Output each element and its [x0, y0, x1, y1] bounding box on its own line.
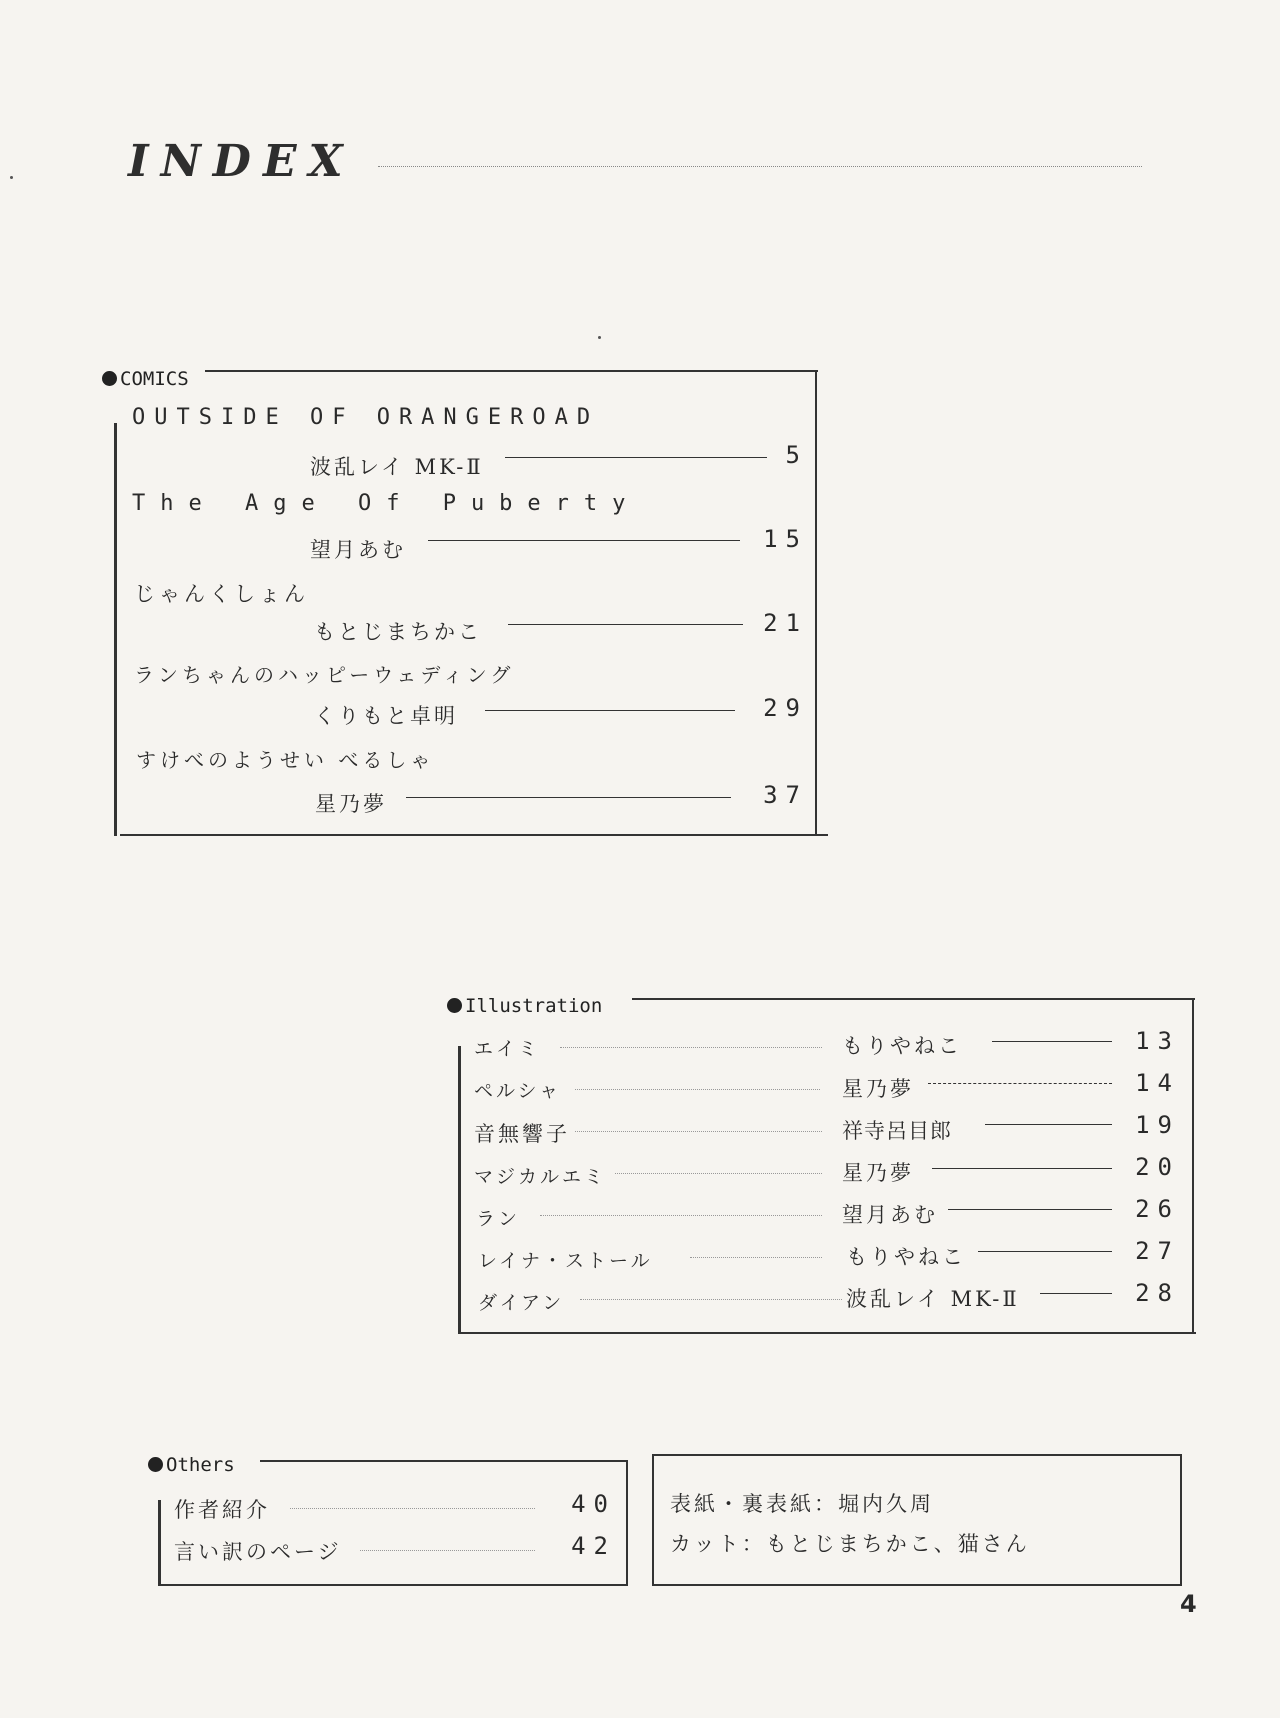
illustration-page: 19 — [1135, 1111, 1180, 1139]
others-page: 42 — [571, 1532, 616, 1560]
comics-frame-right — [815, 370, 817, 836]
comic-author: くりもと卓明 — [314, 704, 458, 728]
comic-author: もとじまちかこ — [314, 620, 482, 644]
dotted-leader — [690, 1257, 822, 1258]
illustration-page: 20 — [1135, 1153, 1180, 1181]
scan-speck — [598, 336, 601, 339]
illustration-frame-top — [632, 998, 1195, 1000]
illustration-title: 音無響子 — [474, 1122, 570, 1146]
leader-line — [406, 797, 731, 798]
scan-speck — [10, 176, 13, 179]
comics-label — [102, 368, 197, 390]
illustration-frame-left — [458, 1046, 461, 1334]
illustration-title: ダイアン — [478, 1292, 565, 1314]
illustration-page: 13 — [1135, 1027, 1180, 1055]
comics-frame-bottom — [120, 834, 828, 836]
dotted-leader — [560, 1047, 822, 1048]
comic-page: 21 — [763, 609, 808, 637]
comic-author: 望月あむ — [310, 538, 406, 562]
others-page: 40 — [571, 1490, 616, 1518]
others-title: 作者紹介 — [174, 1498, 270, 1522]
illustration-author: 波乱レイ MK-Ⅱ — [846, 1287, 1020, 1311]
dotted-leader — [575, 1131, 822, 1132]
illustration-frame-right — [1192, 998, 1194, 1334]
leader-line — [508, 624, 743, 625]
illustration-author: 望月あむ — [842, 1203, 938, 1227]
illustration-title: ラン — [476, 1208, 521, 1230]
illustration-page: 26 — [1135, 1195, 1180, 1223]
comic-title: ランちゃんのハッピーウェディング — [134, 663, 515, 687]
others-frame-bottom — [160, 1584, 628, 1586]
page-title: INDEX — [128, 136, 355, 187]
dotted-leader — [290, 1508, 535, 1509]
others-frame-top — [260, 1460, 628, 1462]
bullet-dot — [148, 1457, 163, 1472]
dotted-leader — [575, 1089, 820, 1090]
leader-line — [428, 540, 740, 541]
page-number: 4 — [1180, 1590, 1197, 1618]
illustration-frame-bottom — [460, 1332, 1196, 1334]
bullet-dot — [102, 371, 117, 386]
comic-title: OUTSIDE OF ORANGEROAD — [132, 405, 600, 430]
others-title: 言い訳のページ — [174, 1540, 342, 1564]
leader-line — [992, 1041, 1112, 1042]
others-frame-right — [626, 1460, 628, 1586]
dotted-leader — [360, 1550, 535, 1551]
illustration-label-text: Illustration — [465, 995, 603, 1017]
illustration-title: レイナ・ストール — [478, 1250, 653, 1272]
others-label — [148, 1454, 243, 1476]
illustration-title: マジカルエミ — [474, 1166, 607, 1188]
comic-page: 5 — [785, 441, 808, 469]
illustration-author: もりやねこ — [846, 1245, 966, 1269]
illustration-author: 星乃夢 — [842, 1077, 914, 1101]
others-label-text: Others — [166, 1454, 235, 1476]
comics-label-text: COMICS — [120, 368, 189, 390]
cover-credit: 表紙・裏表紙：堀内久周 — [670, 1492, 934, 1516]
dotted-leader — [540, 1215, 822, 1216]
comic-page: 37 — [763, 781, 808, 809]
comic-page: 15 — [763, 525, 808, 553]
illustration-author: 星乃夢 — [842, 1161, 914, 1185]
bullet-dot — [447, 998, 462, 1013]
illustration-title: ペルシャ — [474, 1080, 562, 1102]
comic-author: 波乱レイ MK-Ⅱ — [310, 455, 484, 479]
comic-author: 星乃夢 — [315, 792, 387, 816]
comics-frame-left — [114, 423, 117, 836]
leader-line — [978, 1251, 1112, 1252]
comic-title: じゃんくしょん — [134, 582, 309, 606]
illustration-author: もりやねこ — [842, 1034, 962, 1058]
illustration-author: 祥寺呂目郎 — [842, 1119, 952, 1143]
leader-line — [985, 1124, 1112, 1125]
comic-page: 29 — [763, 694, 808, 722]
leader-line — [932, 1168, 1112, 1169]
illustration-title: エイミ — [474, 1038, 541, 1060]
illustration-page: 27 — [1135, 1237, 1180, 1265]
credits-box — [652, 1454, 1182, 1586]
dotted-leader — [580, 1299, 842, 1300]
dotted-leader — [615, 1173, 822, 1174]
comic-title: The Age Of Puberty — [132, 491, 641, 516]
title-dotted-rule — [378, 166, 1142, 167]
comic-title: すけべのようせい べるしゃ — [136, 748, 435, 772]
leader-line — [928, 1083, 1112, 1084]
leader-line — [505, 457, 767, 458]
comics-frame-top — [205, 370, 818, 372]
leader-line — [485, 710, 735, 711]
others-frame-left — [158, 1500, 161, 1586]
illustration-page: 14 — [1135, 1069, 1180, 1097]
illustration-label — [447, 995, 610, 1017]
illustration-page: 28 — [1135, 1279, 1180, 1307]
cut-credit: カット：もとじまちかこ、猫さん — [670, 1532, 1030, 1556]
leader-line — [948, 1209, 1112, 1210]
